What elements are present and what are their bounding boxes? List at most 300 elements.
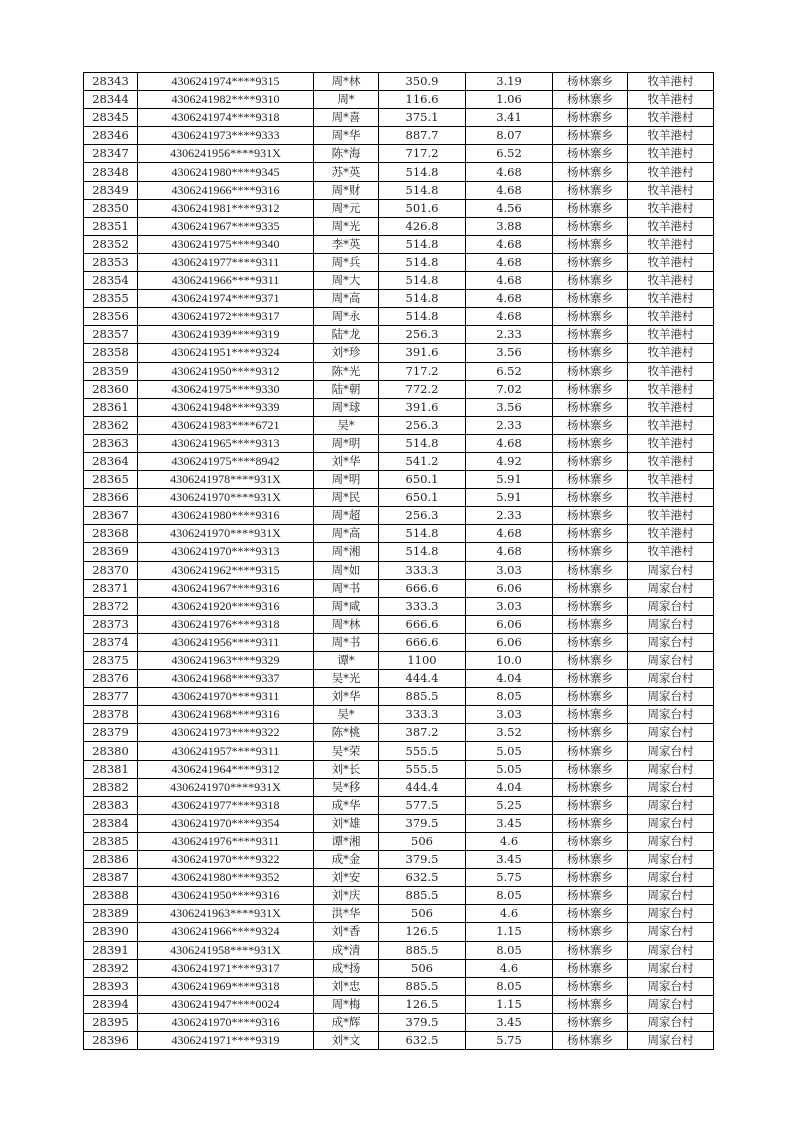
- id-number-cell: 4306241964****9312: [138, 760, 314, 778]
- amount-cell: 885.5: [379, 941, 466, 959]
- row-number-cell: 28346: [84, 127, 138, 145]
- area-cell: 3.56: [466, 398, 553, 416]
- amount-cell: 333.3: [379, 597, 466, 615]
- amount-cell: 541.2: [379, 452, 466, 470]
- township-cell: 杨林寨乡: [553, 905, 628, 923]
- id-number-cell: 4306241977****9318: [138, 796, 314, 814]
- village-cell: 周家台村: [628, 995, 714, 1013]
- amount-cell: 650.1: [379, 471, 466, 489]
- area-cell: 4.68: [466, 272, 553, 290]
- name-cell: 吴*荣: [314, 742, 379, 760]
- table-row: [84, 1013, 714, 1031]
- village-cell: 周家台村: [628, 652, 714, 670]
- amount-cell: 333.3: [379, 706, 466, 724]
- area-cell: 2.33: [466, 416, 553, 434]
- row-number-cell: 28370: [84, 561, 138, 579]
- village-cell: 牧羊港村: [628, 362, 714, 380]
- village-cell: 周家台村: [628, 869, 714, 887]
- village-cell: 牧羊港村: [628, 543, 714, 561]
- village-cell: 周家台村: [628, 633, 714, 651]
- name-cell: 刘*庆: [314, 887, 379, 905]
- id-number-cell: 4306241963****931X: [138, 905, 314, 923]
- amount-cell: 514.8: [379, 253, 466, 271]
- amount-cell: 444.4: [379, 778, 466, 796]
- amount-cell: 577.5: [379, 796, 466, 814]
- row-number-cell: 28347: [84, 145, 138, 163]
- id-number-cell: 4306241983****6721: [138, 416, 314, 434]
- area-cell: 10.0: [466, 652, 553, 670]
- amount-cell: 717.2: [379, 362, 466, 380]
- township-cell: 杨林寨乡: [553, 163, 628, 181]
- name-cell: 刘*雄: [314, 814, 379, 832]
- table-row: [84, 217, 714, 235]
- area-cell: 4.04: [466, 670, 553, 688]
- name-cell: 刘*长: [314, 760, 379, 778]
- area-cell: 3.45: [466, 851, 553, 869]
- row-number-cell: 28392: [84, 959, 138, 977]
- area-cell: 3.19: [466, 73, 553, 91]
- amount-cell: 885.5: [379, 688, 466, 706]
- table-row: [84, 235, 714, 253]
- village-cell: 周家台村: [628, 1031, 714, 1049]
- township-cell: 杨林寨乡: [553, 724, 628, 742]
- area-cell: 3.41: [466, 109, 553, 127]
- area-cell: 4.56: [466, 199, 553, 217]
- township-cell: 杨林寨乡: [553, 796, 628, 814]
- township-cell: 杨林寨乡: [553, 398, 628, 416]
- area-cell: 3.56: [466, 344, 553, 362]
- village-cell: 牧羊港村: [628, 380, 714, 398]
- township-cell: 杨林寨乡: [553, 127, 628, 145]
- name-cell: 周*永: [314, 308, 379, 326]
- area-cell: 4.6: [466, 832, 553, 850]
- table-row: [84, 814, 714, 832]
- township-cell: 杨林寨乡: [553, 109, 628, 127]
- amount-cell: 514.8: [379, 525, 466, 543]
- table-row: [84, 489, 714, 507]
- table-row: [84, 995, 714, 1013]
- village-cell: 周家台村: [628, 615, 714, 633]
- row-number-cell: 28372: [84, 597, 138, 615]
- table-row: [84, 633, 714, 651]
- area-cell: 6.52: [466, 145, 553, 163]
- name-cell: 谭*: [314, 652, 379, 670]
- area-cell: 5.91: [466, 471, 553, 489]
- township-cell: 杨林寨乡: [553, 145, 628, 163]
- village-cell: 牧羊港村: [628, 253, 714, 271]
- township-cell: 杨林寨乡: [553, 652, 628, 670]
- amount-cell: 375.1: [379, 109, 466, 127]
- id-number-cell: 4306241971****9319: [138, 1031, 314, 1049]
- id-number-cell: 4306241966****9324: [138, 923, 314, 941]
- village-cell: 牧羊港村: [628, 434, 714, 452]
- id-number-cell: 4306241956****9311: [138, 633, 314, 651]
- row-number-cell: 28378: [84, 706, 138, 724]
- id-number-cell: 4306241970****9322: [138, 851, 314, 869]
- row-number-cell: 28353: [84, 253, 138, 271]
- township-cell: 杨林寨乡: [553, 181, 628, 199]
- row-number-cell: 28384: [84, 814, 138, 832]
- row-number-cell: 28385: [84, 832, 138, 850]
- row-number-cell: 28348: [84, 163, 138, 181]
- row-number-cell: 28367: [84, 507, 138, 525]
- row-number-cell: 28375: [84, 652, 138, 670]
- id-number-cell: 4306241980****9352: [138, 869, 314, 887]
- area-cell: 3.03: [466, 706, 553, 724]
- village-cell: 周家台村: [628, 597, 714, 615]
- row-number-cell: 28396: [84, 1031, 138, 1049]
- township-cell: 杨林寨乡: [553, 326, 628, 344]
- township-cell: 杨林寨乡: [553, 832, 628, 850]
- row-number-cell: 28386: [84, 851, 138, 869]
- table-body: [84, 73, 714, 1050]
- data-table: [83, 72, 714, 1050]
- area-cell: 3.45: [466, 1013, 553, 1031]
- table-row: [84, 959, 714, 977]
- name-cell: 周*林: [314, 73, 379, 91]
- amount-cell: 333.3: [379, 561, 466, 579]
- table-row: [84, 615, 714, 633]
- id-number-cell: 4306241967****9316: [138, 579, 314, 597]
- township-cell: 杨林寨乡: [553, 688, 628, 706]
- table-row: [84, 416, 714, 434]
- row-number-cell: 28388: [84, 887, 138, 905]
- name-cell: 洪*华: [314, 905, 379, 923]
- name-cell: 周*林: [314, 615, 379, 633]
- name-cell: 周*华: [314, 127, 379, 145]
- area-cell: 3.03: [466, 597, 553, 615]
- row-number-cell: 28379: [84, 724, 138, 742]
- area-cell: 4.68: [466, 543, 553, 561]
- table-row: [84, 181, 714, 199]
- name-cell: 周*元: [314, 199, 379, 217]
- table-row: [84, 163, 714, 181]
- id-number-cell: 4306241973****9333: [138, 127, 314, 145]
- row-number-cell: 28389: [84, 905, 138, 923]
- area-cell: 5.91: [466, 489, 553, 507]
- name-cell: 成*金: [314, 851, 379, 869]
- village-cell: 牧羊港村: [628, 416, 714, 434]
- id-number-cell: 4306241970****9316: [138, 1013, 314, 1031]
- village-cell: 周家台村: [628, 887, 714, 905]
- id-number-cell: 4306241920****9316: [138, 597, 314, 615]
- village-cell: 牧羊港村: [628, 127, 714, 145]
- amount-cell: 666.6: [379, 579, 466, 597]
- amount-cell: 126.5: [379, 923, 466, 941]
- village-cell: 牧羊港村: [628, 344, 714, 362]
- name-cell: 刘*华: [314, 688, 379, 706]
- table-row: [84, 543, 714, 561]
- village-cell: 周家台村: [628, 706, 714, 724]
- id-number-cell: 4306241980****9316: [138, 507, 314, 525]
- table-row: [84, 1031, 714, 1049]
- amount-cell: 387.2: [379, 724, 466, 742]
- amount-cell: 379.5: [379, 851, 466, 869]
- row-number-cell: 28344: [84, 91, 138, 109]
- village-cell: 牧羊港村: [628, 326, 714, 344]
- name-cell: 周*喜: [314, 109, 379, 127]
- row-number-cell: 28345: [84, 109, 138, 127]
- table-row: [84, 452, 714, 470]
- name-cell: 苏*英: [314, 163, 379, 181]
- name-cell: 周*明: [314, 434, 379, 452]
- village-cell: 牧羊港村: [628, 181, 714, 199]
- amount-cell: 379.5: [379, 814, 466, 832]
- table-row: [84, 778, 714, 796]
- row-number-cell: 28364: [84, 452, 138, 470]
- amount-cell: 501.6: [379, 199, 466, 217]
- village-cell: 周家台村: [628, 977, 714, 995]
- table-row: [84, 724, 714, 742]
- name-cell: 周*高: [314, 525, 379, 543]
- village-cell: 周家台村: [628, 959, 714, 977]
- id-number-cell: 4306241971****9317: [138, 959, 314, 977]
- township-cell: 杨林寨乡: [553, 380, 628, 398]
- township-cell: 杨林寨乡: [553, 995, 628, 1013]
- village-cell: 周家台村: [628, 851, 714, 869]
- area-cell: 4.04: [466, 778, 553, 796]
- table-row: [84, 362, 714, 380]
- row-number-cell: 28377: [84, 688, 138, 706]
- table-row: [84, 290, 714, 308]
- row-number-cell: 28352: [84, 235, 138, 253]
- township-cell: 杨林寨乡: [553, 633, 628, 651]
- area-cell: 6.52: [466, 362, 553, 380]
- amount-cell: 506: [379, 959, 466, 977]
- village-cell: 周家台村: [628, 742, 714, 760]
- amount-cell: 256.3: [379, 507, 466, 525]
- amount-cell: 506: [379, 832, 466, 850]
- id-number-cell: 4306241965****9313: [138, 434, 314, 452]
- table-row: [84, 91, 714, 109]
- village-cell: 牧羊港村: [628, 109, 714, 127]
- name-cell: 成*华: [314, 796, 379, 814]
- village-cell: 周家台村: [628, 579, 714, 597]
- amount-cell: 885.5: [379, 887, 466, 905]
- id-number-cell: 4306241977****9311: [138, 253, 314, 271]
- village-cell: 牧羊港村: [628, 452, 714, 470]
- area-cell: 8.05: [466, 941, 553, 959]
- township-cell: 杨林寨乡: [553, 579, 628, 597]
- area-cell: 5.05: [466, 742, 553, 760]
- id-number-cell: 4306241963****9329: [138, 652, 314, 670]
- name-cell: 周*兵: [314, 253, 379, 271]
- township-cell: 杨林寨乡: [553, 489, 628, 507]
- amount-cell: 666.6: [379, 615, 466, 633]
- amount-cell: 350.9: [379, 73, 466, 91]
- amount-cell: 506: [379, 905, 466, 923]
- table-row: [84, 760, 714, 778]
- township-cell: 杨林寨乡: [553, 597, 628, 615]
- row-number-cell: 28349: [84, 181, 138, 199]
- amount-cell: 426.8: [379, 217, 466, 235]
- village-cell: 牧羊港村: [628, 235, 714, 253]
- table-row: [84, 145, 714, 163]
- village-cell: 周家台村: [628, 923, 714, 941]
- area-cell: 4.68: [466, 525, 553, 543]
- amount-cell: 514.8: [379, 163, 466, 181]
- area-cell: 4.92: [466, 452, 553, 470]
- area-cell: 1.06: [466, 91, 553, 109]
- id-number-cell: 4306241976****9318: [138, 615, 314, 633]
- amount-cell: 514.8: [379, 272, 466, 290]
- township-cell: 杨林寨乡: [553, 561, 628, 579]
- township-cell: 杨林寨乡: [553, 525, 628, 543]
- area-cell: 6.06: [466, 633, 553, 651]
- table-row: [84, 525, 714, 543]
- name-cell: 李*英: [314, 235, 379, 253]
- name-cell: 吴*移: [314, 778, 379, 796]
- township-cell: 杨林寨乡: [553, 869, 628, 887]
- id-number-cell: 4306241948****9339: [138, 398, 314, 416]
- amount-cell: 514.8: [379, 181, 466, 199]
- row-number-cell: 28365: [84, 471, 138, 489]
- village-cell: 周家台村: [628, 832, 714, 850]
- village-cell: 牧羊港村: [628, 507, 714, 525]
- area-cell: 4.68: [466, 235, 553, 253]
- table-row: [84, 706, 714, 724]
- amount-cell: 632.5: [379, 869, 466, 887]
- name-cell: 周*明: [314, 471, 379, 489]
- village-cell: 周家台村: [628, 905, 714, 923]
- name-cell: 刘*华: [314, 452, 379, 470]
- id-number-cell: 4306241975****8942: [138, 452, 314, 470]
- id-number-cell: 4306241957****9311: [138, 742, 314, 760]
- township-cell: 杨林寨乡: [553, 941, 628, 959]
- row-number-cell: 28382: [84, 778, 138, 796]
- id-number-cell: 4306241972****9317: [138, 308, 314, 326]
- township-cell: 杨林寨乡: [553, 706, 628, 724]
- amount-cell: 1100: [379, 652, 466, 670]
- area-cell: 8.05: [466, 977, 553, 995]
- name-cell: 陈*海: [314, 145, 379, 163]
- township-cell: 杨林寨乡: [553, 344, 628, 362]
- area-cell: 1.15: [466, 923, 553, 941]
- amount-cell: 555.5: [379, 760, 466, 778]
- township-cell: 杨林寨乡: [553, 290, 628, 308]
- amount-cell: 514.8: [379, 434, 466, 452]
- row-number-cell: 28380: [84, 742, 138, 760]
- table-row: [84, 941, 714, 959]
- township-cell: 杨林寨乡: [553, 742, 628, 760]
- amount-cell: 555.5: [379, 742, 466, 760]
- township-cell: 杨林寨乡: [553, 814, 628, 832]
- village-cell: 周家台村: [628, 1013, 714, 1031]
- village-cell: 牧羊港村: [628, 73, 714, 91]
- area-cell: 5.75: [466, 869, 553, 887]
- row-number-cell: 28351: [84, 217, 138, 235]
- township-cell: 杨林寨乡: [553, 1013, 628, 1031]
- area-cell: 4.6: [466, 905, 553, 923]
- amount-cell: 632.5: [379, 1031, 466, 1049]
- township-cell: 杨林寨乡: [553, 507, 628, 525]
- area-cell: 3.88: [466, 217, 553, 235]
- table-row: [84, 851, 714, 869]
- name-cell: 周*: [314, 91, 379, 109]
- township-cell: 杨林寨乡: [553, 308, 628, 326]
- township-cell: 杨林寨乡: [553, 778, 628, 796]
- township-cell: 杨林寨乡: [553, 272, 628, 290]
- area-cell: 2.33: [466, 326, 553, 344]
- village-cell: 牧羊港村: [628, 272, 714, 290]
- village-cell: 牧羊港村: [628, 308, 714, 326]
- amount-cell: 666.6: [379, 633, 466, 651]
- id-number-cell: 4306241939****9319: [138, 326, 314, 344]
- id-number-cell: 4306241981****9312: [138, 199, 314, 217]
- table-row: [84, 923, 714, 941]
- name-cell: 成*扬: [314, 959, 379, 977]
- id-number-cell: 4306241980****9345: [138, 163, 314, 181]
- table-row: [84, 398, 714, 416]
- name-cell: 刘*珍: [314, 344, 379, 362]
- table-row: [84, 887, 714, 905]
- area-cell: 3.52: [466, 724, 553, 742]
- name-cell: 周*书: [314, 633, 379, 651]
- village-cell: 牧羊港村: [628, 398, 714, 416]
- table-row: [84, 742, 714, 760]
- area-cell: 4.68: [466, 290, 553, 308]
- table-row: [84, 471, 714, 489]
- area-cell: 8.07: [466, 127, 553, 145]
- table-row: [84, 579, 714, 597]
- row-number-cell: 28383: [84, 796, 138, 814]
- id-number-cell: 4306241956****931X: [138, 145, 314, 163]
- table-row: [84, 308, 714, 326]
- table-row: [84, 326, 714, 344]
- name-cell: 周*高: [314, 290, 379, 308]
- village-cell: 牧羊港村: [628, 525, 714, 543]
- area-cell: 5.25: [466, 796, 553, 814]
- name-cell: 吴*: [314, 706, 379, 724]
- amount-cell: 126.5: [379, 995, 466, 1013]
- table-row: [84, 127, 714, 145]
- id-number-cell: 4306241974****9318: [138, 109, 314, 127]
- name-cell: 成*辉: [314, 1013, 379, 1031]
- table-row: [84, 597, 714, 615]
- township-cell: 杨林寨乡: [553, 416, 628, 434]
- township-cell: 杨林寨乡: [553, 977, 628, 995]
- id-number-cell: 4306241968****9316: [138, 706, 314, 724]
- table-row: [84, 507, 714, 525]
- area-cell: 4.68: [466, 308, 553, 326]
- area-cell: 3.03: [466, 561, 553, 579]
- amount-cell: 514.8: [379, 290, 466, 308]
- area-cell: 2.33: [466, 507, 553, 525]
- area-cell: 4.68: [466, 163, 553, 181]
- village-cell: 牧羊港村: [628, 217, 714, 235]
- name-cell: 周*民: [314, 489, 379, 507]
- row-number-cell: 28360: [84, 380, 138, 398]
- table-row: [84, 652, 714, 670]
- amount-cell: 514.8: [379, 543, 466, 561]
- row-number-cell: 28368: [84, 525, 138, 543]
- township-cell: 杨林寨乡: [553, 253, 628, 271]
- village-cell: 牧羊港村: [628, 91, 714, 109]
- township-cell: 杨林寨乡: [553, 851, 628, 869]
- area-cell: 4.6: [466, 959, 553, 977]
- village-cell: 周家台村: [628, 778, 714, 796]
- row-number-cell: 28381: [84, 760, 138, 778]
- id-number-cell: 4306241962****9315: [138, 561, 314, 579]
- township-cell: 杨林寨乡: [553, 670, 628, 688]
- id-number-cell: 4306241976****9311: [138, 832, 314, 850]
- township-cell: 杨林寨乡: [553, 543, 628, 561]
- area-cell: 6.06: [466, 615, 553, 633]
- row-number-cell: 28390: [84, 923, 138, 941]
- id-number-cell: 4306241970****9313: [138, 543, 314, 561]
- id-number-cell: 4306241950****9316: [138, 887, 314, 905]
- row-number-cell: 28355: [84, 290, 138, 308]
